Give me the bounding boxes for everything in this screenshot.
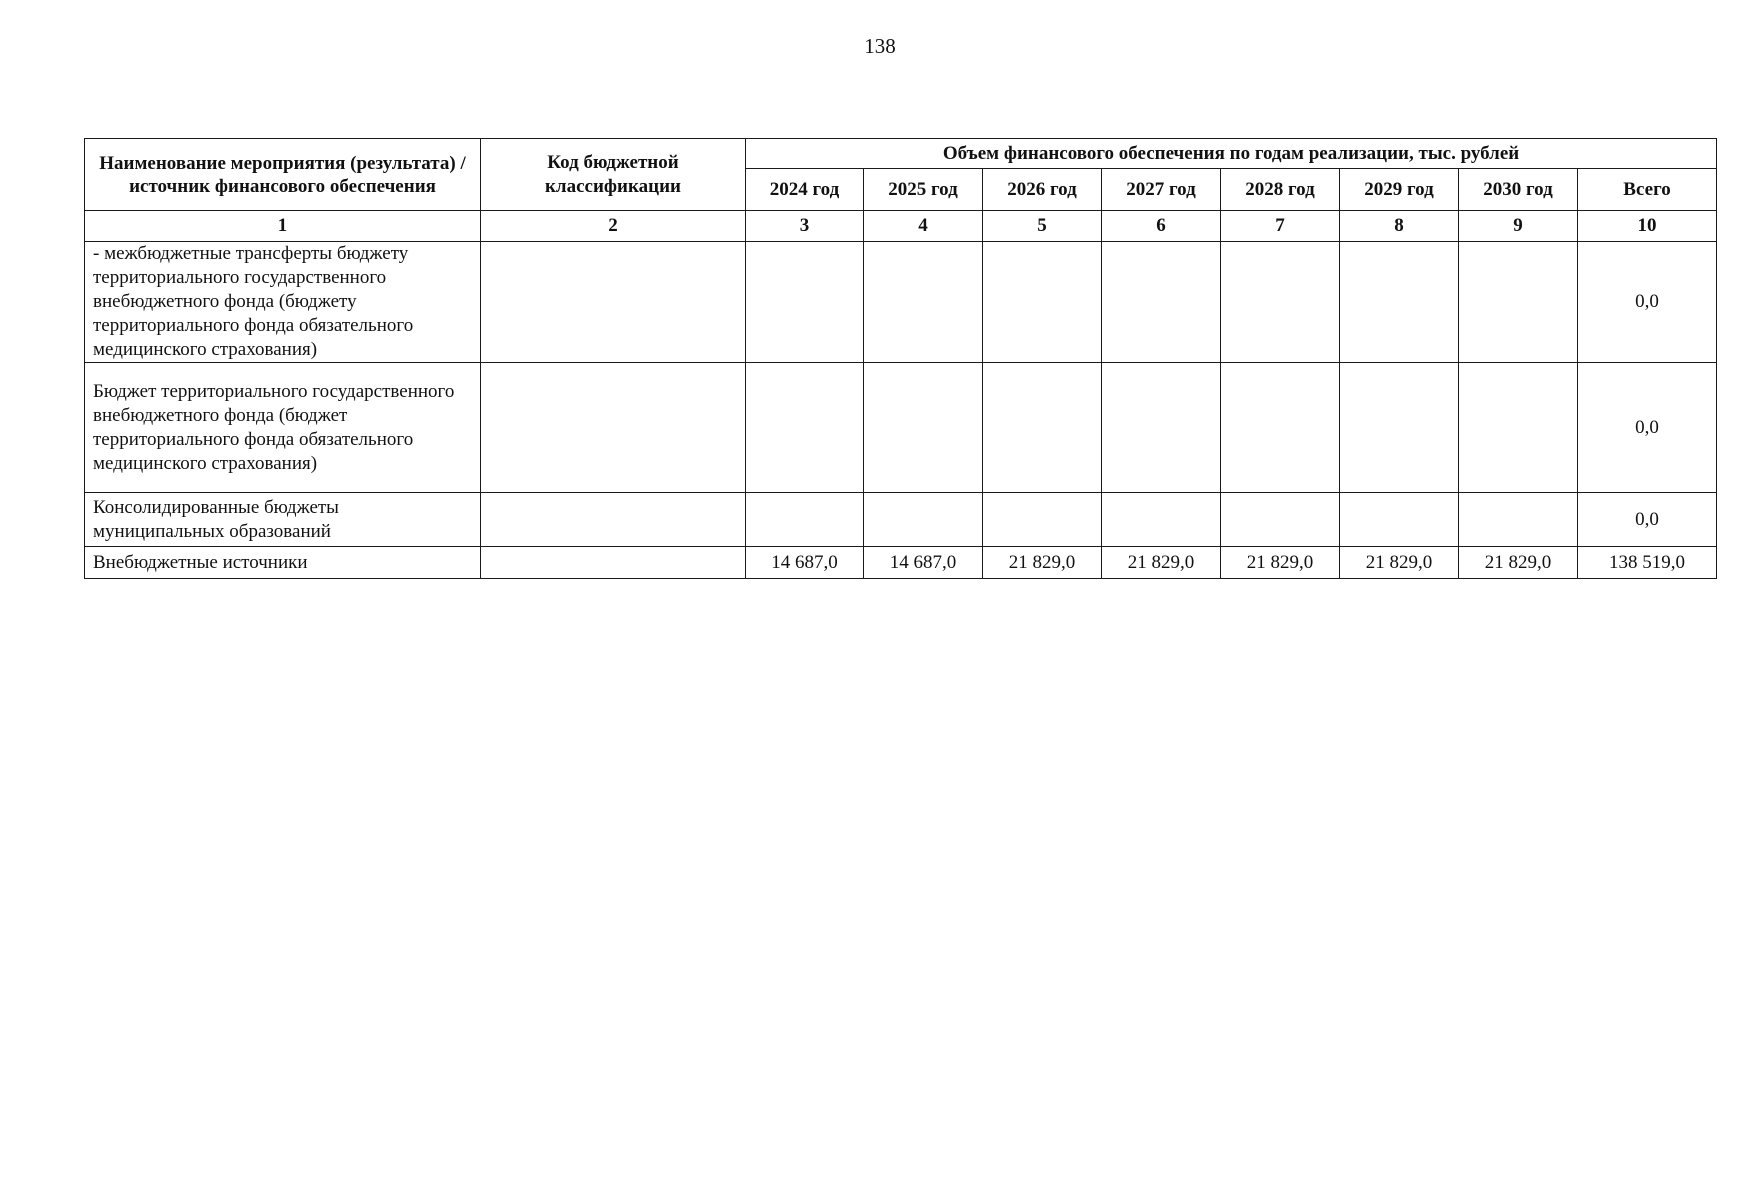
row-value (983, 242, 1102, 363)
row-total: 0,0 (1578, 363, 1717, 493)
column-number-row (85, 211, 1717, 242)
header-year-2030: 2030 год (1459, 169, 1578, 211)
row-value (1459, 493, 1578, 547)
row-value (746, 363, 864, 493)
column-number: 2 (481, 211, 746, 242)
column-number: 6 (1102, 211, 1221, 242)
column-number: 3 (746, 211, 864, 242)
row-value (1340, 242, 1459, 363)
row-code (481, 363, 746, 493)
row-value: 21 829,0 (1102, 547, 1221, 579)
row-code (481, 547, 746, 579)
row-value (746, 493, 864, 547)
column-number: 10 (1578, 211, 1717, 242)
row-name-extrabudgetary-sources: Внебюджетные источники (85, 547, 481, 579)
header-name: Наименование мероприятия (результата) / источник финансового обеспечения (85, 139, 481, 211)
row-value (1221, 363, 1340, 493)
row-value (1340, 493, 1459, 547)
header-year-2024: 2024 год (746, 169, 864, 211)
row-value (1221, 493, 1340, 547)
column-number: 8 (1340, 211, 1459, 242)
table-row (85, 547, 1717, 579)
row-value: 21 829,0 (1340, 547, 1459, 579)
row-value (864, 242, 983, 363)
header-row-1 (85, 139, 1717, 169)
column-number: 5 (983, 211, 1102, 242)
row-value (1221, 242, 1340, 363)
row-value: 21 829,0 (983, 547, 1102, 579)
row-value (864, 493, 983, 547)
row-value (983, 363, 1102, 493)
column-number: 9 (1459, 211, 1578, 242)
header-total: Всего (1578, 169, 1717, 211)
header-year-2027: 2027 год (1102, 169, 1221, 211)
row-name-municipal-budgets: Консолидированные бюджеты муниципальных образований (85, 493, 481, 547)
table-row (85, 493, 1717, 547)
row-value (1459, 242, 1578, 363)
row-value: 21 829,0 (1459, 547, 1578, 579)
row-value (1102, 363, 1221, 493)
header-year-2026: 2026 год (983, 169, 1102, 211)
page-number: 138 (864, 34, 896, 58)
row-code (481, 242, 746, 363)
row-code (481, 493, 746, 547)
column-number: 7 (1221, 211, 1340, 242)
header-volume: Объем финансового обеспечения по годам реализации, тыс. рублей (746, 139, 1717, 169)
financing-table (84, 138, 1717, 579)
row-total: 0,0 (1578, 493, 1717, 547)
column-number: 1 (85, 211, 481, 242)
header-code: Код бюджетной классификации (481, 139, 746, 211)
row-value: 14 687,0 (864, 547, 983, 579)
row-value (983, 493, 1102, 547)
row-value (1459, 363, 1578, 493)
row-value (1102, 242, 1221, 363)
row-value: 21 829,0 (1221, 547, 1340, 579)
row-value (864, 363, 983, 493)
header-year-2025: 2025 год (864, 169, 983, 211)
row-total: 0,0 (1578, 242, 1717, 363)
column-number: 4 (864, 211, 983, 242)
row-value (746, 242, 864, 363)
row-total: 138 519,0 (1578, 547, 1717, 579)
row-value (1102, 493, 1221, 547)
table-row (85, 363, 1717, 493)
row-name-interbudget-transfers: - межбюджетные трансферты бюджету территориального государственного внебюджетного фонда (бюджету территориального фонда обязательного медицинского страхования) (85, 242, 481, 363)
header-year-2028: 2028 год (1221, 169, 1340, 211)
row-value (1340, 363, 1459, 493)
table-row (85, 242, 1717, 363)
row-value: 14 687,0 (746, 547, 864, 579)
header-year-2029: 2029 год (1340, 169, 1459, 211)
row-name-territorial-fund-budget: Бюджет территориального государственного внебюджетного фонда (бюджет территориального фонда обязательного медицинского страхования) (85, 363, 481, 493)
